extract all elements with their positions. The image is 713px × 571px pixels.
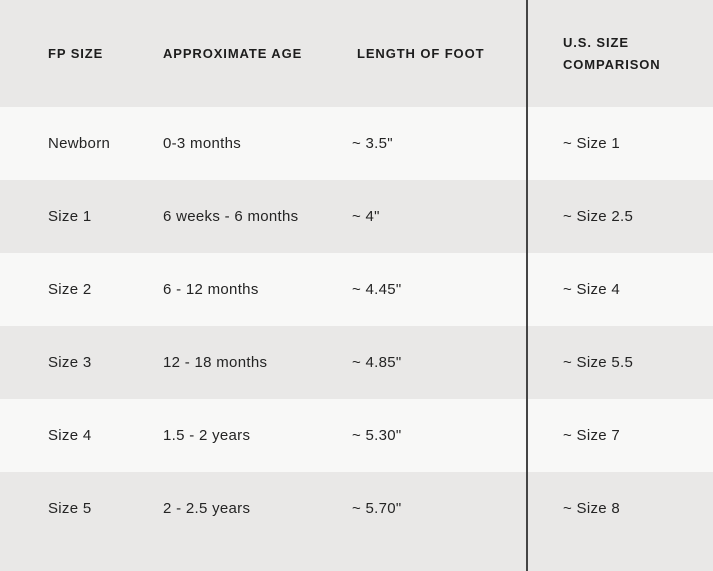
fp-size-cell: Size 4 xyxy=(48,427,92,444)
table-row xyxy=(0,472,713,545)
age-cell: 0-3 months xyxy=(163,135,242,152)
table-row xyxy=(0,399,713,472)
table-row xyxy=(0,107,713,180)
foot-length-cell: ~ 5.30" xyxy=(352,427,402,444)
column-header-length-of-foot: LENGTH OF FOOT xyxy=(357,45,485,61)
column-header-fp-size: FP SIZE xyxy=(48,45,104,61)
column-header-us-size-comparison: U.S. SIZE COMPARISON xyxy=(563,34,661,72)
foot-length-cell: ~ 4" xyxy=(352,208,380,225)
us-size-cell: ~ Size 1 xyxy=(563,135,621,152)
age-cell: 6 weeks - 6 months xyxy=(163,208,299,225)
foot-length-cell: ~ 5.70" xyxy=(352,500,402,517)
foot-length-cell: ~ 4.85" xyxy=(352,354,402,371)
fp-size-cell: Size 3 xyxy=(48,354,92,371)
us-size-cell: ~ Size 4 xyxy=(563,281,621,298)
fp-size-cell: Size 2 xyxy=(48,281,92,298)
us-size-cell: ~ Size 5.5 xyxy=(563,354,634,371)
us-size-cell: ~ Size 7 xyxy=(563,427,621,444)
table-row xyxy=(0,326,713,399)
table-row xyxy=(0,180,713,253)
age-cell: 1.5 - 2 years xyxy=(163,427,251,444)
age-cell: 6 - 12 months xyxy=(163,281,259,298)
column-header-approximate-age: APPROXIMATE AGE xyxy=(163,45,303,61)
table-row xyxy=(0,253,713,326)
us-size-cell: ~ Size 2.5 xyxy=(563,208,634,225)
foot-length-cell: ~ 4.45" xyxy=(352,281,402,298)
age-cell: 2 - 2.5 years xyxy=(163,500,251,517)
foot-length-cell: ~ 3.5" xyxy=(352,135,393,152)
fp-size-cell: Newborn xyxy=(48,135,111,152)
fp-size-cell: Size 5 xyxy=(48,500,92,517)
table-header-row xyxy=(0,0,713,107)
fp-size-cell: Size 1 xyxy=(48,208,92,225)
column-divider xyxy=(526,0,528,571)
age-cell: 12 - 18 months xyxy=(163,354,268,371)
us-size-cell: ~ Size 8 xyxy=(563,500,621,517)
